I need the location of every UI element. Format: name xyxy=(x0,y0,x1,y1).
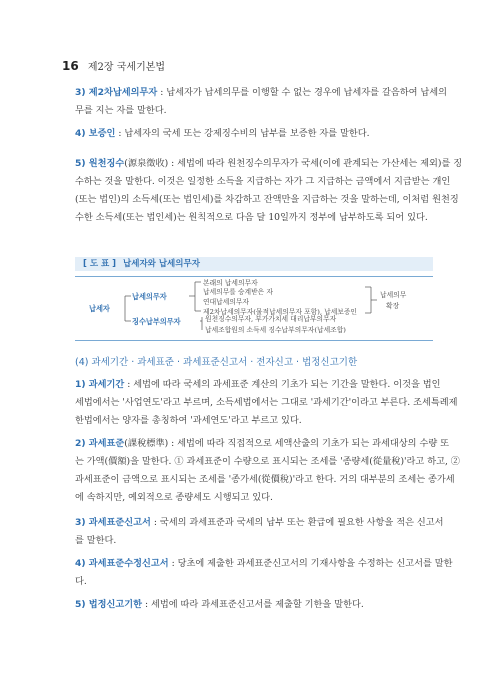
text-line: 를 말한다. xyxy=(75,535,117,546)
page-header xyxy=(62,58,165,73)
diagram-item: 원천징수의무자, 부가가치세 대리납부의무자 xyxy=(205,315,337,323)
text-line: 세법에서는 '사업연도'라고 부르며, 소득세법에서는 그대로 '과세기간'이라고 부른다. 조세특례제 xyxy=(75,397,458,408)
term-guarantor: 4) 보증인 xyxy=(75,128,116,139)
diagram-root: 납세자 xyxy=(89,304,110,313)
text-line: : 국세의 과세표준과 국세의 납부 또는 환급에 필요한 사항을 적은 신고서 xyxy=(150,517,444,528)
term-amended-return: 4) 과세표준수정신고서 xyxy=(75,558,169,569)
diagram-branch-taxpayer: 납세의무자 xyxy=(132,292,167,301)
diagram-item: 본래의 납세의무자 xyxy=(203,279,258,287)
table-title: 납세자와 납세의무자 xyxy=(123,259,200,269)
text-line: 무를 지는 자를 말한다. xyxy=(75,105,167,116)
taxpayer-diagram xyxy=(75,276,433,341)
text-line: 다. xyxy=(75,576,87,587)
term-second-taxpayer: 3) 제2차납세의무자 xyxy=(75,87,158,98)
paragraph-second-taxpayer xyxy=(75,84,447,120)
text-line: : 납세자의 국세 또는 강제징수비의 납부를 보증한 자를 말한다. xyxy=(115,128,370,139)
paragraph-tax-return xyxy=(75,514,444,550)
paragraph-withholding xyxy=(75,155,463,227)
term-tax-period: 1) 과세기간 xyxy=(75,379,125,390)
text-line: : 세법에 따라 과세표준신고서를 제출할 기한을 말한다. xyxy=(142,599,364,610)
page-number: 16 xyxy=(62,59,79,73)
paragraph-filing-deadline xyxy=(75,596,432,614)
paragraph-guarantor xyxy=(75,125,432,143)
term-filing-deadline: 5) 법정신고기한 xyxy=(75,599,143,610)
text-line: : 납세자가 납세의무를 이행할 수 없는 경우에 납세자를 갈음하여 납세의 xyxy=(157,87,447,98)
diagram-right-label: 납세의무 xyxy=(380,291,407,299)
chapter-title: 제2장 국세기본법 xyxy=(87,62,166,73)
table-label: [ 도 표 ] xyxy=(83,259,117,269)
diagram-svg xyxy=(75,277,433,340)
text-line: 한법에서는 양자를 총칭하여 '과세연도'라고 부르고 있다. xyxy=(75,415,302,426)
paragraph-tax-base xyxy=(75,435,460,507)
diagram-branch-collector: 징수납부의무자 xyxy=(132,317,181,326)
diagram-item: 연대납세의무자 xyxy=(203,298,249,306)
text-line: (源泉徵收) : 세법에 따라 원천징수의무자가 국세(이에 관계되는 가산세는 제외)를 징 xyxy=(124,158,463,169)
diagram-item: 납세의무를 승계받은 자 xyxy=(203,288,273,296)
text-line: 과세표준이 금액으로 표시되는 조세를 '종가세(從價稅)'라고 한다. 거의 대부분의 조세는 종가세 xyxy=(75,474,455,485)
term-tax-base: 2) 과세표준 xyxy=(75,438,125,449)
term-tax-return: 3) 과세표준신고서 xyxy=(75,517,151,528)
text-line: 수한 소득세(또는 법인세)는 원칙적으로 다음 달 10일까지 정부에 납부하도록 되어 있다. xyxy=(75,212,428,223)
diagram-item: 제2차납세의무자(물적납세의무자 포함), 납세보증인 xyxy=(203,308,357,316)
text-line: : 당초에 제출한 과세표준신고서의 기재사항을 수정하는 신고서를 말한 xyxy=(168,558,453,569)
paragraph-amended-return xyxy=(75,555,453,591)
text-line: 는 가액(價額)을 말한다. ① 과세표준이 수량으로 표시되는 조세를 '종량세(從量稅)'라고 하고, ② xyxy=(75,456,460,467)
text-line: (課稅標準) : 세법에 따라 직접적으로 세액산출의 기초가 되는 과세대상의 수량 또 xyxy=(124,438,450,449)
table-title-bar xyxy=(75,257,433,271)
text-line: (또는 법인)의 소득세(또는 법인세)를 차감하고 잔액만을 지급하는 것을 말하는데, 이처럼 원천징 xyxy=(75,194,459,205)
diagram-right-label: 확장 xyxy=(386,302,400,310)
paragraph-tax-period xyxy=(75,376,458,430)
text-line: 수하는 것을 말한다. 이것은 일정한 소득을 지급하는 자가 그 지급하는 금액에서 지급받는 개인 xyxy=(75,176,451,187)
section-heading: (4) 과세기간 · 과세표준 · 과세표준신고서 · 전자신고 · 법정신고기한 xyxy=(75,357,358,368)
text-line: : 세법에 따라 국세의 과세표준 계산의 기초가 되는 기간을 말한다. 이것을 법인 xyxy=(124,379,441,390)
text-line: 에 속하지만, 예외적으로 종량세도 시행되고 있다. xyxy=(75,492,273,503)
term-withholding: 5) 원천징수 xyxy=(75,158,125,169)
diagram-item: 납세조합원의 소득세 징수납부의무자(납세조합) xyxy=(205,326,346,334)
